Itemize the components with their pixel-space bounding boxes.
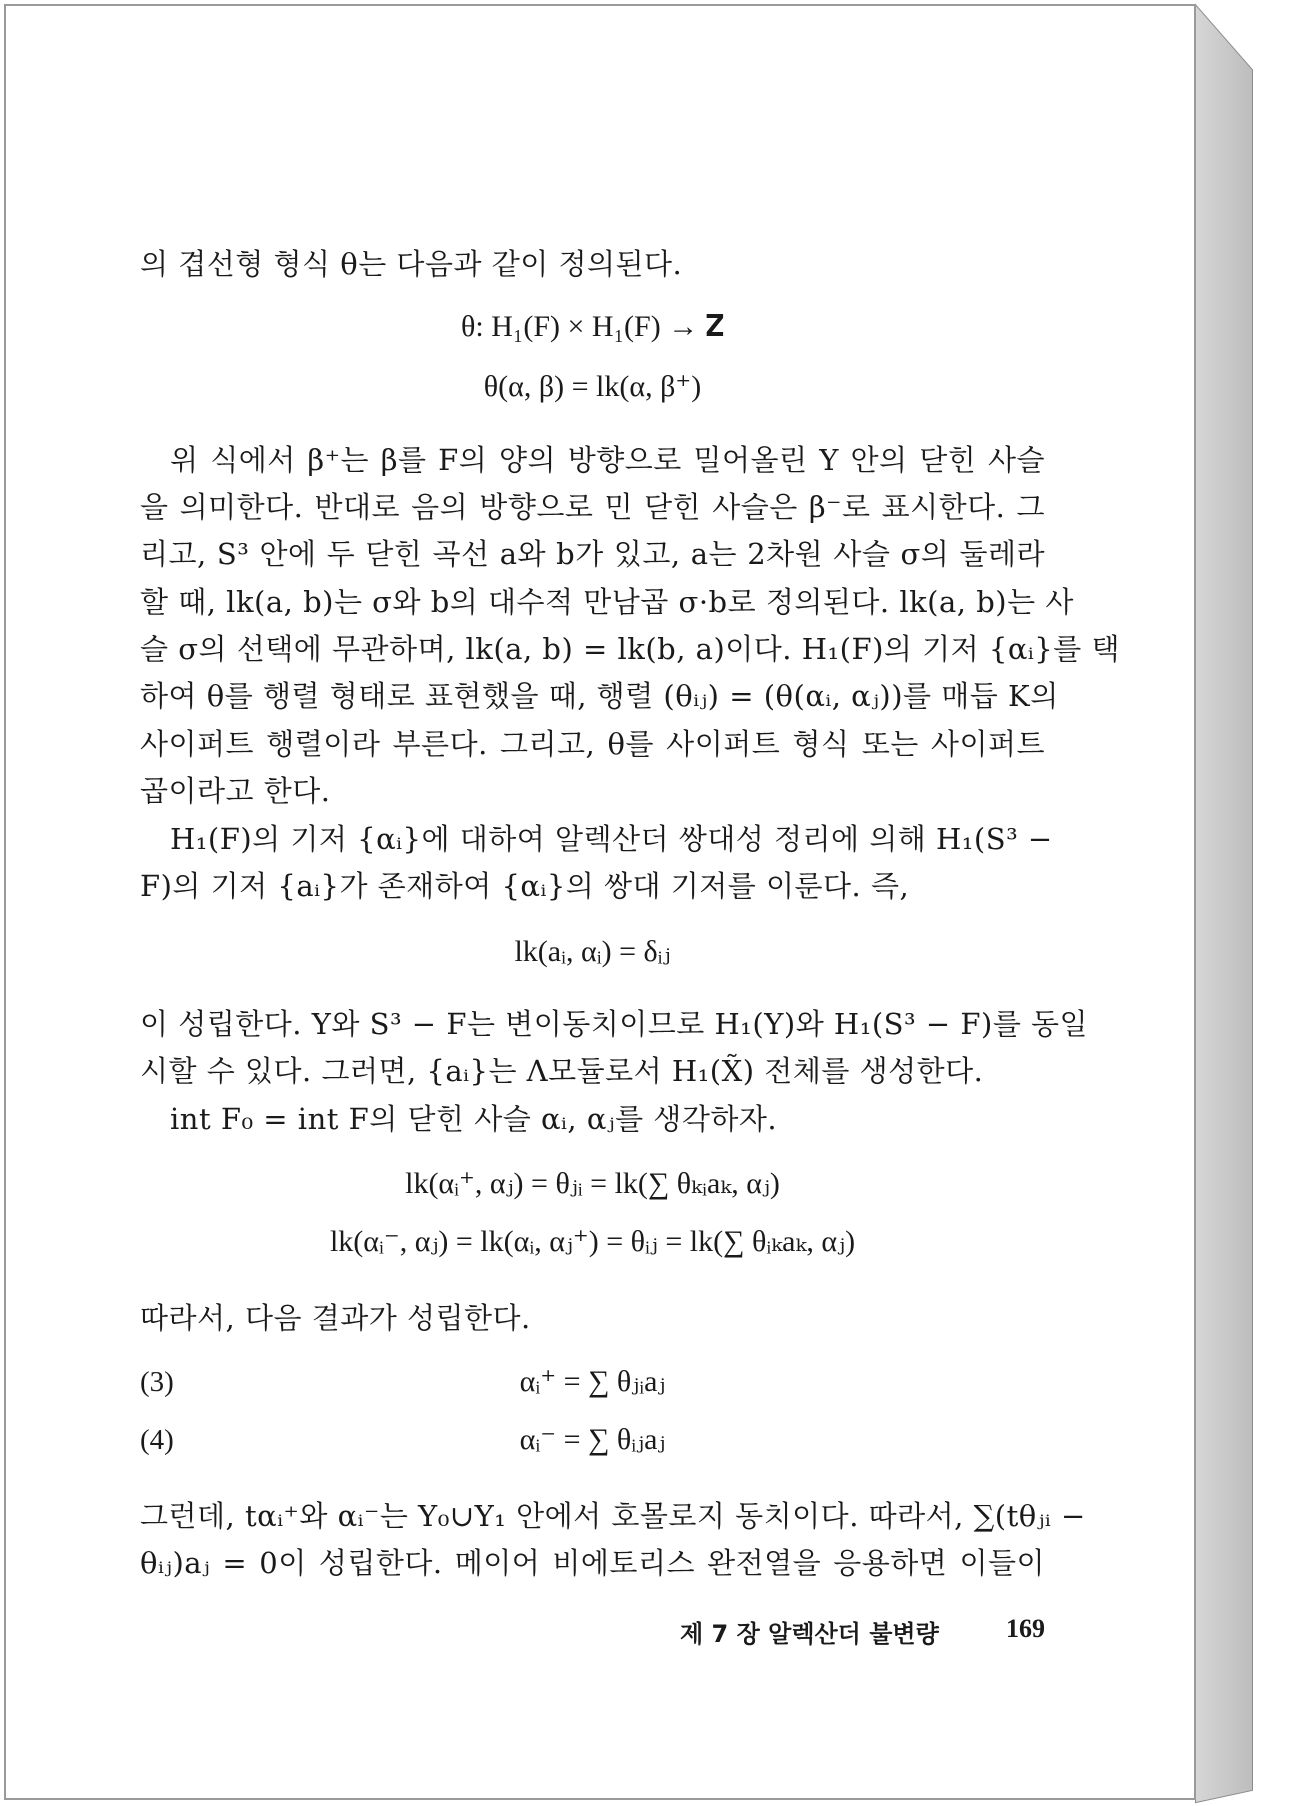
text-line-7: 하여 θ를 행렬 형태로 표현했을 때, 행렬 (θᵢⱼ) = (θ(αᵢ, αⱼ))를 매듭 K의 [140, 679, 1059, 713]
text-line-14: int F₀ = int F의 닫힌 사슬 αᵢ, αⱼ를 생각하자. [170, 1102, 778, 1136]
equation-number-4: (4) [140, 1424, 174, 1456]
equation-number-3: (3) [140, 1366, 174, 1398]
equation-alpha-plus: αᵢ⁺ = ∑ θⱼᵢaⱼ [519, 1365, 666, 1398]
equation-lk-minus: lk(αᵢ⁻, αⱼ) = lk(αᵢ, αⱼ⁺) = θᵢⱼ = lk(∑ θᵢₖaₖ, αⱼ) [329, 1225, 856, 1258]
text-line-15: 따라서, 다음 결과가 성립한다. [140, 1301, 531, 1335]
text-line-4: 리고, S³ 안에 두 닫힌 곡선 a와 b가 있고, a는 2차원 사슬 σ의 둘레라 [140, 537, 1045, 571]
text-line-5: 할 때, lk(a, b)는 σ와 b의 대수적 만남곱 σ·b로 정의된다. lk(a, b)는 사 [140, 585, 1074, 619]
text-line-13: 시할 수 있다. 그러면, {aᵢ}는 Λ모듈로서 H₁(X̃) 전체를 생성한다. [140, 1054, 984, 1088]
text-line-17: θᵢⱼ)aⱼ = 0이 성립한다. 메이어 비에토리스 완전열을 응용하면 이들이 [140, 1546, 1045, 1580]
text-line-9: 곱이라고 한다. [140, 774, 331, 808]
text-line-10: H₁(F)의 기저 {αᵢ}에 대하여 알렉산더 쌍대성 정리에 의해 H₁(S³ − [170, 822, 1053, 856]
text-line-11: F)의 기저 {aᵢ}가 존재하여 {αᵢ}의 쌍대 기저를 이룬다. 즉, [140, 869, 910, 903]
equation-lk-plus: lk(αᵢ⁺, αⱼ) = θⱼᵢ = lk(∑ θₖᵢaₖ, αⱼ) [405, 1167, 780, 1200]
text-line-3: 을 의미한다. 반대로 음의 방향으로 민 닫힌 사슬은 β⁻로 표시한다. 그 [140, 490, 1045, 524]
equation-seifert-form-def: θ(α, β) = lk(α, β⁺) [483, 370, 702, 403]
equation-linking-dual: lk(aᵢ, αᵢ) = δᵢⱼ [514, 935, 671, 968]
chapter-title: 제 7 장 알렉산더 불변량 [680, 1620, 939, 1648]
text-line-16: 그런데, tαᵢ⁺와 αᵢ⁻는 Y₀∪Y₁ 안에서 호몰로지 동치이다. 따라서, ∑(tθⱼᵢ − [140, 1499, 1086, 1533]
text-line-2: 위 식에서 β⁺는 β를 F의 양의 방향으로 밀어올린 Y 안의 닫힌 사슬 [170, 443, 1045, 477]
equation-alpha-minus: αᵢ⁻ = ∑ θᵢⱼaⱼ [519, 1423, 666, 1456]
equation-seifert-form-map: θ: H₁(F) × H₁(F) → 𝐙 [461, 310, 724, 343]
text-line-8: 사이퍼트 행렬이라 부른다. 그리고, θ를 사이퍼트 형식 또는 사이퍼트 [140, 727, 1045, 761]
text-line-12: 이 성립한다. Y와 S³ − F는 변이동치이므로 H₁(Y)와 H₁(S³ − F)를 동일 [140, 1007, 1089, 1041]
text-line-1: 의 겹선형 형식 θ는 다음과 같이 정의된다. [140, 247, 683, 281]
text-line-6: 슬 σ의 선택에 무관하며, lk(a, b) = lk(b, a)이다. H₁(F)의 기저 {αᵢ}를 택 [140, 632, 1120, 666]
page-number: 169 [1006, 1614, 1045, 1643]
